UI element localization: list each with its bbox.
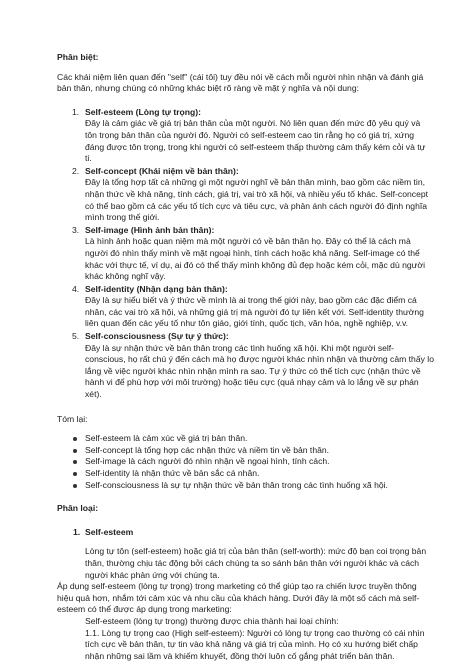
item-number: 3. — [72, 224, 80, 235]
types-paragraph: Self-esteem (lòng tự trọng) thường được chia thành hai loại chính: — [85, 615, 339, 626]
item-number: 4. — [72, 283, 80, 294]
definition-body: Đây là tổng hợp tất cả những gì một người nghĩ về bản thân mình, bao gồm các niềm tin, nhận thức về khả năng, tính cách, giá trị, vai trò xã hội, và nhiều yếu tố khác. Self-concept có thể bao gồm cả các yếu tố tích cực và tiêu cực, và phản ánh cách người đó định nghĩa mình trong thế giới. — [85, 177, 429, 223]
definition-item — [57, 331, 434, 401]
heading-classify: Phân loại: — [57, 503, 99, 514]
definition-term: Self-concept (Khái niệm về bản thân): — [85, 165, 239, 176]
summary-text: Self-concept là tổng hợp các nhận thức và niềm tin về bản thân. — [85, 444, 330, 455]
definition-item — [57, 284, 434, 330]
summary-title: Tóm lại: — [57, 413, 88, 424]
definition-term: Self-consciousness (Sự tự ý thức): — [85, 331, 229, 342]
definition-item — [57, 107, 434, 165]
definition-body: Đây là sự nhận thức về bản thân trong các tình huống xã hội. Khi một người self-conscious, họ rất chú ý đến cách mà họ được người khác nhìn nhận và thường cảm thấy lo lắng về việc người khác nhìn nhận mình ra sao. Tự ý thức có thể tích cực (nhận thức về hành vi để phù hợp với môi trường) hoặc tiêu cực (quá nhạy cảm và lo lắng về sự phán xét). — [85, 342, 434, 400]
definition-body: Đây là cảm giác về giá trị bản thân của một người. Nó liên quan đến mức độ yêu quý và tôn trọng bản thân của người đó. Người có self-esteem cao tin rằng họ có giá trị, xứng đáng được tôn trọng, trong khi người có self-esteem thấp thường cảm thấy kém cỏi và tự ti. — [85, 118, 426, 164]
definition-term: Self-esteem (Lòng tự trọng): — [85, 106, 202, 117]
item-number: 1. — [72, 106, 80, 117]
marketing-paragraph: Áp dụng self-esteem (lòng tự trọng) trong marketing có thể giúp tạo ra chiến lược truyền thông hiệu quả hơn, nhắm tới cảm xúc và nhu cầu của khách hàng. Dưới đây là một số cách mà self-esteem có thể được áp dụng trong marketing: — [57, 581, 420, 615]
category-number: 1. — [73, 526, 81, 537]
category-title — [57, 527, 434, 539]
summary-item — [57, 480, 434, 492]
category-label: Self-esteem — [85, 526, 134, 537]
bullet-icon — [73, 472, 77, 476]
summary-item — [57, 468, 434, 480]
category-paragraph: Lòng tự tôn (self-esteem) hoặc giá trị của bản thân (self-worth): mức độ bạn coi trọng bản thân, thường chịu tác động bởi cách chúng ta so sánh bản thân với người khác và cách người khác phản ứng với chúng ta. — [85, 546, 427, 580]
sub-item: 1.1. Lòng tự trọng cao (High self-esteem): Người có lòng tự trọng cao thường có cái nhìn tích cực về bản thân, tự tin vào khả năng và giá trị của mình. Họ có xu hướng biết chấp nhận những sai lầm và khiếm khuyết, đồng thời luôn cố gắng phát triển bản thân. — [85, 627, 425, 661]
item-number: 5. — [72, 331, 80, 342]
definition-list — [57, 107, 434, 401]
summary-list — [57, 433, 434, 491]
summary-item — [57, 433, 434, 445]
definition-term: Self-identity (Nhận dạng bản thân): — [85, 283, 228, 294]
bullet-icon — [73, 484, 77, 488]
definition-item — [57, 225, 434, 283]
definition-term: Self-image (Hình ảnh bản thân): — [85, 224, 215, 235]
bullet-icon — [73, 437, 77, 441]
summary-text: Self-consciousness là sự tự nhận thức về bản thân trong các tình huống xã hội. — [85, 479, 388, 490]
definition-item — [57, 166, 434, 224]
summary-text: Self-image là cách người đó nhìn nhận về ngoại hình, tính cách. — [85, 456, 330, 467]
definition-body: Là hình ảnh hoặc quan niệm mà một người có về bản thân họ. Đây có thể là cách mà người đó nhìn thấy mình về mặt ngoại hình, tính cách hoặc khả năng. Self-image có thể khác với thực tế, ví dụ, ai đó có thể thấy mình không đủ đẹp hoặc kém cỏi, mặc dù người khác không nghĩ vậy. — [85, 236, 425, 282]
summary-item — [57, 456, 434, 468]
summary-item — [57, 445, 434, 457]
definition-body: Đây là sự hiểu biết và ý thức về mình là ai trong thế giới này, bao gồm các đặc điểm cá nhân, các vai trò xã hội, và những giá trị mà người đó tự liên kết với. Self-identity thường liên quan đến các yếu tố như tôn giáo, giới tính, quốc tịch, văn hóa, nghề nghiệp, v.v. — [85, 295, 424, 329]
bullet-icon — [73, 449, 77, 453]
heading-compare: Phân biệt: — [57, 52, 99, 62]
summary-text: Self-esteem là cảm xúc về giá trị bản thân. — [85, 433, 248, 444]
summary-text: Self-identity là nhận thức về bản sắc cá nhân. — [85, 468, 260, 478]
item-number: 2. — [72, 165, 80, 176]
intro-paragraph: Các khái niệm liên quan đến "self" (cái tôi) tuy đều nói về cách mỗi người nhìn nhận và đánh giá bản thân, nhưng chúng có những khác biệt rõ ràng về mặt ý nghĩa và nội dung: — [57, 71, 424, 94]
bullet-icon — [73, 460, 77, 464]
